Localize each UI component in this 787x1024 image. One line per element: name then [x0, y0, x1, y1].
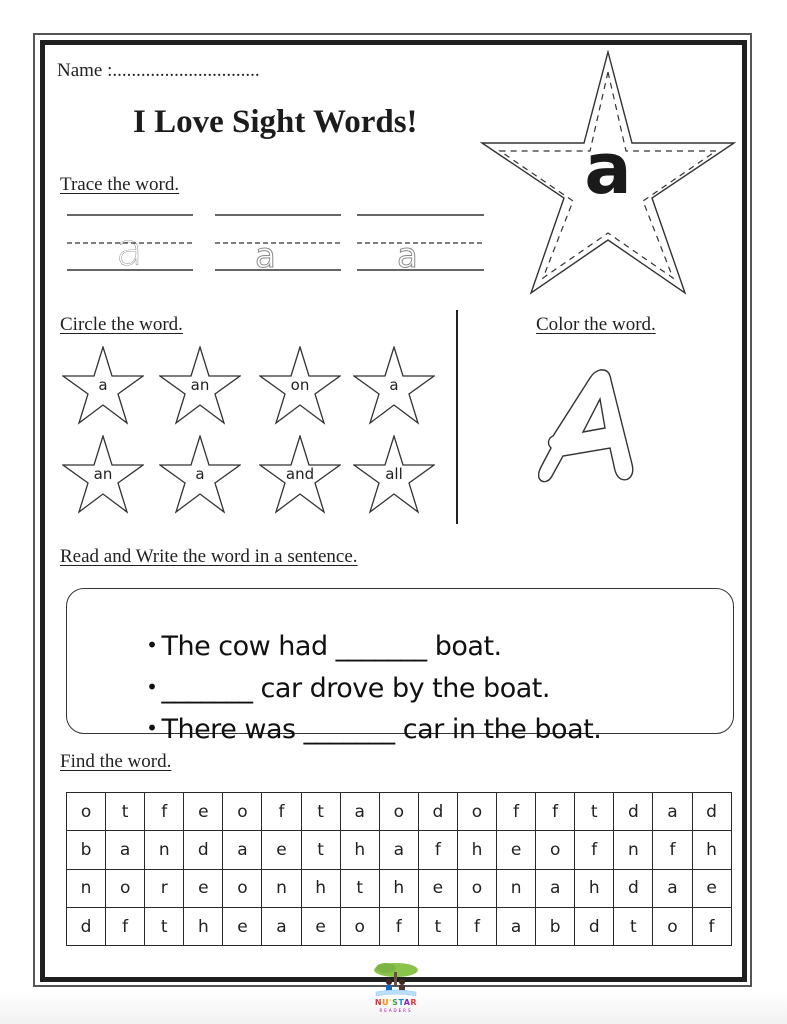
grid-cell[interactable]: t — [301, 831, 340, 869]
grid-cell[interactable]: n — [614, 831, 653, 869]
grid-cell[interactable]: h — [379, 869, 418, 907]
word-star[interactable] — [259, 346, 341, 426]
word-star[interactable] — [353, 346, 435, 426]
grid-cell[interactable]: t — [145, 907, 184, 945]
grid-cell[interactable]: e — [418, 869, 457, 907]
grid-cell[interactable]: e — [497, 831, 536, 869]
grid-cell[interactable]: o — [653, 907, 692, 945]
sentence-text: There was _______ car in the boat. — [161, 714, 602, 745]
grid-cell[interactable]: h — [692, 831, 731, 869]
logo-subtext: READERS — [379, 1008, 413, 1013]
grid-cell[interactable]: t — [106, 793, 145, 831]
word-star[interactable] — [159, 346, 241, 426]
color-section-heading: Color the word. — [536, 314, 656, 335]
grid-cell[interactable]: f — [536, 793, 575, 831]
trace-section-heading: Trace the word. — [60, 174, 180, 195]
word-star[interactable] — [62, 435, 144, 515]
grid-cell[interactable]: t — [340, 869, 379, 907]
grid-cell[interactable]: d — [692, 793, 731, 831]
grid-row — [67, 793, 732, 831]
bullet-icon: • — [146, 675, 158, 699]
grid-cell[interactable]: e — [301, 907, 340, 945]
big-star-with-letter — [480, 50, 736, 296]
star-word: a — [195, 465, 205, 483]
word-star[interactable] — [62, 346, 144, 426]
sentence-line[interactable] — [130, 683, 601, 745]
logo-letter: T — [398, 998, 404, 1007]
grid-cell[interactable]: r — [145, 869, 184, 907]
logo-letter: ' — [389, 998, 393, 1007]
grid-cell[interactable]: a — [653, 869, 692, 907]
logo-letter: S — [392, 998, 399, 1007]
grid-cell[interactable]: h — [340, 831, 379, 869]
grid-cell[interactable]: h — [575, 869, 614, 907]
grid-cell[interactable]: t — [575, 793, 614, 831]
circle-section-heading: Circle the word. — [60, 314, 183, 335]
grid-cell[interactable]: f — [262, 793, 301, 831]
bullet-icon: • — [146, 716, 158, 740]
grid-cell[interactable]: o — [106, 869, 145, 907]
grid-cell[interactable]: f — [418, 831, 457, 869]
grid-cell[interactable]: o — [457, 793, 496, 831]
logo-text — [368, 998, 424, 1007]
grid-cell[interactable]: a — [223, 831, 262, 869]
grid-cell[interactable]: h — [457, 831, 496, 869]
trace-row — [66, 205, 486, 275]
grid-cell[interactable]: o — [223, 869, 262, 907]
grid-row — [67, 869, 732, 907]
section-divider — [456, 310, 458, 524]
logo-letter: U — [382, 998, 390, 1007]
grid-cell[interactable]: h — [301, 869, 340, 907]
grid-cell[interactable]: o — [340, 907, 379, 945]
grid-cell[interactable]: o — [457, 869, 496, 907]
logo-letter: A — [403, 998, 411, 1007]
grid-cell[interactable]: d — [418, 793, 457, 831]
name-field-label: Name :............................... — [57, 60, 260, 81]
grid-cell[interactable]: d — [614, 793, 653, 831]
grid-cell[interactable]: a — [497, 907, 536, 945]
letter-a-outline-icon — [538, 368, 638, 486]
grid-cell[interactable]: o — [223, 793, 262, 831]
bullet-icon: • — [146, 633, 158, 657]
grid-cell[interactable]: t — [301, 793, 340, 831]
grid-cell[interactable]: a — [536, 869, 575, 907]
page-title: I Love Sight Words! — [133, 104, 418, 140]
star-word: and — [285, 465, 315, 483]
grid-cell[interactable]: f — [575, 831, 614, 869]
grid-cell[interactable]: f — [379, 907, 418, 945]
grid-cell[interactable]: t — [418, 907, 457, 945]
grid-cell[interactable]: f — [106, 907, 145, 945]
outline-letter-a[interactable] — [538, 368, 638, 486]
trace-letter-dotted[interactable]: a — [255, 236, 276, 276]
grid-cell[interactable]: a — [106, 831, 145, 869]
word-search-grid — [66, 792, 732, 946]
sentence-section-heading: Read and Write the word in a sentence. — [60, 546, 358, 567]
grid-cell[interactable]: a — [653, 793, 692, 831]
grid-cell[interactable]: f — [145, 793, 184, 831]
star-word: on — [290, 376, 310, 394]
logo-letter: N — [374, 998, 383, 1007]
grid-cell[interactable]: t — [614, 907, 653, 945]
trace-letter-dotted[interactable]: a — [397, 236, 418, 276]
grid-cell[interactable]: o — [67, 793, 106, 831]
star-word: an — [93, 465, 113, 483]
grid-cell[interactable]: e — [223, 907, 262, 945]
tree-book-logo-icon — [368, 960, 424, 1000]
trace-letter-solid[interactable]: a — [116, 225, 143, 276]
grid-cell[interactable]: b — [536, 907, 575, 945]
grid-cell[interactable]: d — [614, 869, 653, 907]
grid-cell[interactable]: e — [184, 869, 223, 907]
grid-cell[interactable]: n — [145, 831, 184, 869]
grid-row — [67, 907, 732, 945]
publisher-logo — [368, 960, 424, 1016]
star-word: an — [190, 376, 210, 394]
star-word: a — [389, 376, 399, 394]
grid-cell[interactable]: o — [379, 793, 418, 831]
grid-cell[interactable]: f — [692, 907, 731, 945]
sentence-text: _______ car drove by the boat. — [161, 673, 550, 704]
grid-cell[interactable]: f — [497, 793, 536, 831]
star-word: a — [98, 376, 108, 394]
sentence-text: The cow had _______ boat. — [161, 631, 502, 662]
grid-cell[interactable]: n — [67, 869, 106, 907]
word-star[interactable] — [259, 435, 341, 515]
grid-cell[interactable]: a — [340, 793, 379, 831]
grid-cell[interactable]: f — [457, 907, 496, 945]
star-word: all — [385, 465, 403, 483]
grid-cell[interactable]: d — [184, 831, 223, 869]
grid-cell[interactable]: a — [262, 907, 301, 945]
grid-cell[interactable]: e — [184, 793, 223, 831]
word-star[interactable] — [159, 435, 241, 515]
grid-row — [67, 831, 732, 869]
grid-cell[interactable]: d — [575, 907, 614, 945]
find-section-heading: Find the word. — [60, 751, 172, 772]
grid-cell[interactable]: o — [536, 831, 575, 869]
grid-cell[interactable]: a — [379, 831, 418, 869]
grid-cell[interactable]: n — [262, 869, 301, 907]
grid-cell[interactable]: e — [692, 869, 731, 907]
big-star-letter: a — [584, 128, 632, 210]
logo-letter: R — [410, 998, 418, 1007]
grid-cell[interactable]: b — [67, 831, 106, 869]
grid-cell[interactable]: f — [653, 831, 692, 869]
grid-cell[interactable]: n — [497, 869, 536, 907]
word-star[interactable] — [353, 435, 435, 515]
grid-cell[interactable]: d — [67, 907, 106, 945]
grid-cell[interactable]: h — [184, 907, 223, 945]
grid-cell[interactable]: e — [262, 831, 301, 869]
